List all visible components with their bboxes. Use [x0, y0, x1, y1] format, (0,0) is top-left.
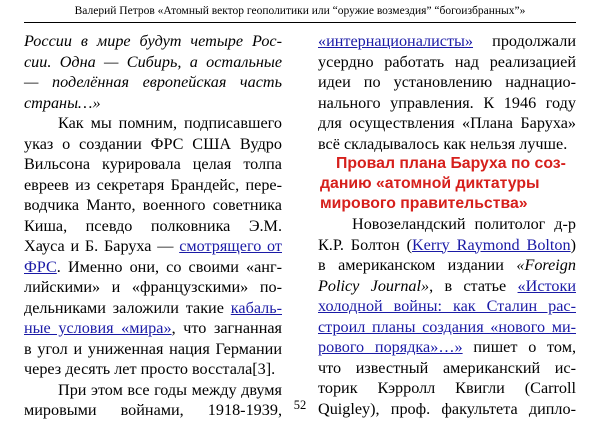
text-line: [318, 317, 576, 338]
text-line: Quigley), проф. факультета дипло-: [318, 399, 576, 418]
link-kerry-bolton[interactable]: Kerry Raymond Bolton: [411, 235, 571, 254]
text-line: Policy Journal», в статье «Истоки: [318, 276, 576, 295]
running-header: [24, 0, 576, 23]
link-cold-war-origins[interactable]: «Истоки: [517, 276, 576, 295]
text-line: мировыми войнами, 1918-1939,: [24, 401, 282, 419]
link-bondage-terms[interactable]: кабаль-: [230, 298, 282, 317]
text-line: торик Кэрролл Квигли (Carroll: [318, 379, 576, 397]
text-line: К.Р. Болтон (Kerry Raymond Bolton): [318, 235, 576, 254]
text-line: указ о создании ФРС США Вудро: [24, 134, 282, 153]
text-line: ные условия «мира», что загнанная: [24, 319, 282, 337]
text-line: дельниками заложили такие кабаль-: [24, 298, 282, 317]
text-line: усердно работать над реализацией: [318, 52, 576, 71]
text-line: рового порядка»…» пишет о том,: [318, 338, 576, 356]
section-heading-line: мирового правительства»: [320, 195, 528, 212]
section-heading-line: Провал плана Баруха по соз-: [336, 155, 566, 172]
link-cold-war-origins-cont[interactable]: строил планы создания «нового ми-: [318, 317, 576, 336]
link-internationalists[interactable]: «интернационалисты»: [318, 32, 473, 50]
text-line: России в мире будут четыре Рос-: [24, 32, 282, 50]
text-line: через десять лет просто восстала[3].: [24, 360, 276, 378]
text-line: сии. Одна — Сибирь, а остальные: [24, 52, 282, 71]
text-line: Как мы помним, подписавшего: [58, 114, 282, 132]
page-number: 52: [293, 398, 307, 412]
text-line: идеи по установлению наднацио-: [318, 73, 576, 91]
text-line: нального управления. К 1946 году: [318, 93, 576, 112]
text-line: в американском издании «Foreign: [318, 256, 576, 274]
text-line: ФРС. Именно они, со своими «анг-: [24, 257, 282, 276]
link-bondage-terms-cont[interactable]: ные условия «мира»: [24, 319, 172, 337]
text-line: Новозеландский политолог д-р: [352, 215, 576, 233]
text-line: страны…»: [24, 93, 101, 112]
text-line: водчика Манто, военного советника: [24, 196, 282, 214]
section-heading-line: данию «атомной диктатуры: [320, 175, 540, 192]
right-column: [318, 31, 576, 419]
link-cold-war-origins-cont[interactable]: рового порядка»…»: [318, 338, 463, 356]
text-line: всё складывалось как нельзя лучше.: [318, 134, 568, 153]
text-line: для осуществления «Плана Баруха»: [318, 114, 576, 132]
text-line: При этом все годы между двумя: [58, 380, 282, 399]
text-line: в угол и униженная нация Германии: [24, 339, 282, 358]
running-header-text: Валерий Петров «Атомный вектор геополитики или “оружие возмездия” “богоизбранных”»: [74, 5, 526, 17]
left-column: [24, 31, 282, 421]
link-fed[interactable]: ФРС: [24, 257, 57, 276]
link-watcher-from-fed[interactable]: смотрящего от: [179, 237, 282, 255]
text-line: — поделённая европейская часть: [24, 73, 282, 91]
text-line: Хауса и Б. Баруха — смотрящего от: [24, 237, 282, 255]
text-line: Вильсона курировала целая толпа: [24, 155, 282, 173]
link-cold-war-origins-cont[interactable]: холодной войны: как Сталин рас-: [318, 297, 576, 315]
text-line: [318, 296, 576, 317]
text-line: Киша, псевдо полковника Э.М.: [24, 216, 282, 235]
text-line: лийскими» и «французскими» по-: [24, 278, 282, 296]
text-line: что известный американский ис-: [318, 358, 576, 377]
text-line: евреев из секретаря Брандейс, пере-: [24, 175, 282, 194]
text-line: «интернационалисты» продолжали: [318, 32, 576, 50]
